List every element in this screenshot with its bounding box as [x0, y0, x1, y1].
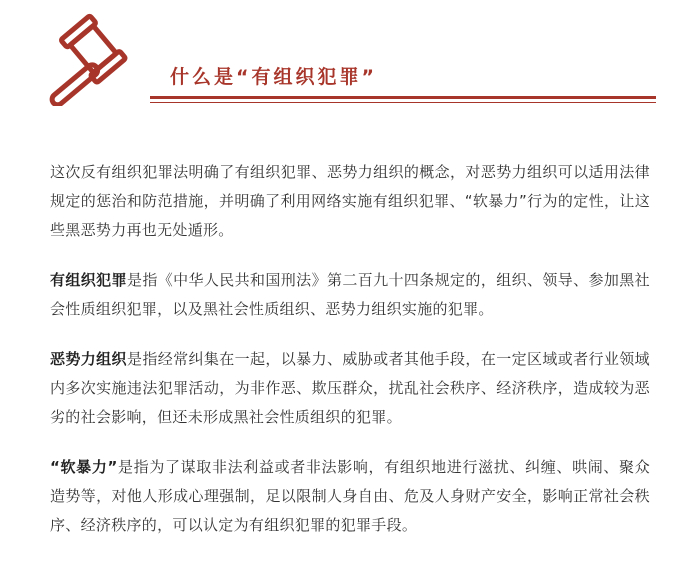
paragraph-text: 是指《中华人民共和国刑法》第二百九十四条规定的，组织、领导、参加黑社会性质组织犯罪，以及黑社会性质组织、恶势力组织实施的犯罪。 [50, 271, 650, 318]
term-label: 有组织犯罪 [50, 271, 127, 289]
title-divider [150, 96, 656, 99]
definition-paragraph-soft-violence [50, 453, 650, 540]
paragraph-text: 是指为了谋取非法利益或者非法影响，有组织地进行滋扰、纠缠、哄闹、聚众造势等，对他人形成心理强制，足以限制人身自由、危及人身财产安全，影响正常社会秩序、经济秩序的，可以认定为有组织犯罪的犯罪手段。 [50, 458, 650, 534]
definition-paragraph-organized-crime [50, 266, 650, 324]
intro-paragraph [50, 158, 650, 245]
term-label: “软暴力” [50, 458, 118, 476]
term-label: 恶势力组织 [50, 350, 127, 368]
definition-paragraph-evil-forces [50, 345, 650, 432]
paragraph-text: 这次反有组织犯罪法明确了有组织犯罪、恶势力组织的概念，对恶势力组织可以适用法律规定的惩治和防范措施，并明确了利用网络实施有组织犯罪、“软暴力”行为的定性，让这些黑恶势力再也无处遁形。 [50, 163, 650, 239]
paragraph-text: 是指经常纠集在一起，以暴力、威胁或者其他手段，在一定区域或者行业领域内多次实施违法犯罪活动，为非作恶、欺压群众，扰乱社会秩序、经济秩序，造成较为恶劣的社会影响，但还未形成黑社会性质组织的犯罪。 [50, 350, 650, 426]
title-divider-thin [150, 102, 656, 103]
page-title: 什么是“有组织犯罪” [170, 66, 377, 88]
article-body [50, 158, 650, 561]
gavel-icon [28, 6, 136, 106]
article-header [0, 0, 676, 110]
